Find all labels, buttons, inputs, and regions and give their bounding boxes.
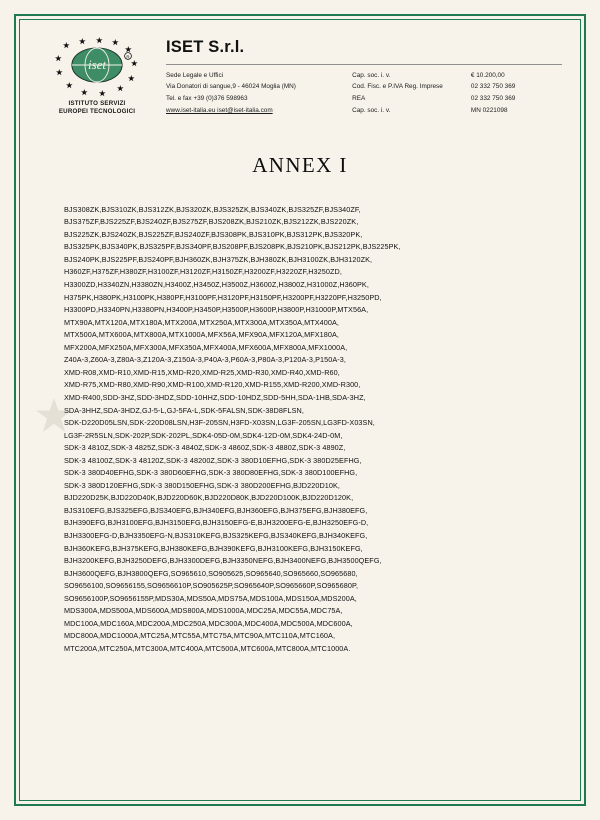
logo-caption [38, 100, 156, 116]
code-line: MDS300A,MDS500A,MDS600A,MDS800A,MDS1000A,MDC25A,MDC55A,MDC75A, [64, 606, 343, 616]
code-line: BJS375ZF,BJS225ZF,BJS240ZF,BJS275ZF,BJS208ZK,BJS210ZK,BJS212ZK,BJS220ZK, [64, 217, 359, 227]
code-line: XMD-R75,XMD-R80,XMD-R90,XMD-R100,XMD-R120,XMD-R155,XMD-R200,XMD-R300, [64, 380, 361, 390]
info-left-2: Tel. e fax +39 (0)376 598963 [166, 94, 248, 102]
code-line: XMD-R400,SDD-3HZ,SDD-3HDZ,SDD-10HHZ,SDD-10HDZ,SDD-5HH,SDA-1HB,SDA-3HZ, [64, 392, 366, 402]
table-row [166, 82, 562, 94]
table-row [166, 105, 562, 117]
code-line: Z40A-3,Z60A-3,Z80A-3,Z120A-3,Z150A-3,P40A-3,P60A-3,P80A-3,P120A-3,P150A-3, [64, 355, 346, 365]
info-mid-1: Cod. Fisc. e P.IVA Reg. Imprese [352, 83, 443, 91]
code-line: MDC800A,MDC1000A,MTC25A,MTC55A,MTC75A,MTC90A,MTC110A,MTC160A, [64, 631, 336, 641]
code-line: BJH3200KEFG,BJH3250DEFG,BJH3300DEFG,BJH3350NEFG,BJH3400NEFG,BJH3500QEFG, [64, 556, 382, 566]
header-divider [166, 64, 562, 65]
code-line: SDK-3 4810Z,SDK-3 4825Z,SDK-3 4840Z,SDK-3 4860Z,SDK-3 4880Z,SDK-3 4890Z, [64, 443, 346, 453]
info-right-2: 02 332 750 369 [470, 94, 516, 102]
company-logo [38, 34, 156, 116]
info-right-0: € 10.200,00 [470, 71, 505, 79]
info-left-1: Via Donatori di sangue,9 - 46024 Moglia (MN) [166, 83, 296, 91]
page-content [26, 26, 574, 794]
table-row [166, 93, 562, 105]
company-info-table [166, 70, 562, 117]
code-line: BJH3300EFG-D,BJH3350EFG-N,BJS310KEFG,BJS325KEFG,BJS340KEFG,BJH340KEFG, [64, 530, 368, 540]
code-line: H3300PD,H3340PN,H3380PN,H3400P,H3450P,H3500P,H3600P,H3800P,H31000P,MTX56A, [64, 305, 369, 315]
info-mid-0: Cap. soc. i. v. [352, 71, 391, 79]
code-line: BJS310EFG,BJS325EFG,BJS340EFG,BJH340EFG,BJH360EFG,BJH375EFG,BJH380EFG, [64, 505, 368, 515]
code-line: SO9656100,SO9656155,SO9656610P,SO905625P,SO965640P,SO965660P,SO965680P, [64, 581, 359, 591]
letterhead [26, 26, 574, 117]
code-line: LG3F-2R5SLN,SDK-202P,SDK-202PL,SDK4-05D-0M,SDK4-12D-0M,SDK4-24D-0M, [64, 430, 343, 440]
table-row [166, 70, 562, 82]
code-line: BJH390EFG,BJH3100EFG,BJH3150EFG,BJH3150EFG-E,BJH3200EFG-E,BJH3250EFG-D, [64, 518, 369, 528]
page-title: ANNEX I [252, 152, 348, 177]
company-details [156, 34, 562, 117]
code-line: MDC100A,MDC160A,MDC200A,MDC250A,MDC300A,MDC400A,MDC500A,MDC600A, [64, 618, 353, 628]
info-left-0: Sede Legale e Uffici [166, 71, 224, 79]
code-line: BJS225ZK,BJS240ZK,BJS225ZF,BJS240ZF,BJS308PK,BJS310PK,BJS312PK,BJS320PK, [64, 229, 363, 239]
code-line: XMD-R08,XMD-R10,XMD-R15,XMD-R20,XMD-R25,XMD-R30,XMD-R40,XMD-R60, [64, 367, 340, 377]
svg-text:R: R [126, 54, 130, 60]
code-line: MTX500A,MTX600A,MTX800A,MTX1000A,MFX56A,MFX90A,MFX120A,MFX180A, [64, 330, 340, 340]
code-line: BJS240PK,BJS225PF,BJS240PF,BJH360ZK,BJH375ZK,BJH380ZK,BJH3100ZK,BJH3120ZK, [64, 254, 373, 264]
code-line: MFX200A,MFX250A,MFX300A,MFX350A,MFX400A,MFX600A,MFX800A,MFX1000A, [64, 342, 348, 352]
code-line: BJH3600QEFG,BJH3800QEFG,SO965610,SO905625,SO965640,SO965660,SO965680, [64, 568, 358, 578]
svg-text:iset: iset [87, 57, 107, 72]
website-email-link[interactable]: www.iset-italia.eu iset@iset-italia.com [166, 106, 273, 114]
info-right-1: 02 332 750 369 [470, 83, 516, 91]
code-line: MTX90A,MTX120A,MTX180A,MTX200A,MTX250A,MTX300A,MTX350A,MTX400A, [64, 317, 340, 327]
code-line: SDA-3HHZ,SDA-3HDZ,GJ-5-L,GJ-5FA-L,SDK-5FALSN,SDK-38D8FLSN, [64, 405, 304, 415]
code-line: BJS325PK,BJS340PK,BJS325PF,BJS340PF,BJS208PF,BJS208PK,BJS210PK,BJS212PK,BJS225PK, [64, 242, 401, 252]
code-line: SDK-3 380D120EFHG,SDK-3 380D150EFHG,SDK-3 380D200EFHG,BJD220D10K, [64, 480, 340, 490]
product-code-list [26, 204, 574, 656]
info-right-3: MN 0221098 [470, 106, 508, 114]
code-line: BJS308ZK,BJS310ZK,BJS312ZK,BJS320ZK,BJS325ZK,BJS340ZK,BJS325ZF,BJS340ZF, [64, 204, 361, 214]
code-line: H360ZF,H375ZF,H380ZF,H3100ZF,H3120ZF,H3150ZF,H3200ZF,H3220ZF,H3250ZD, [64, 267, 342, 277]
code-line: SO9656100P,SO9656155P,MDS30A,MDS50A,MDS75A,MDS100A,MDS150A,MDS200A, [64, 593, 357, 603]
code-line: H375PK,H380PK,H3100PK,H380PF,H3100PF,H3120PF,H3150PF,H3200PF,H3220PF,H3250PD, [64, 292, 382, 302]
info-mid-3: Cap. soc. i. v. [352, 106, 391, 114]
logo-caption-line-2: EUROPEI TECNOLOGICI [58, 108, 136, 115]
code-line: SDK-3 48100Z,SDK-3 48120Z,SDK-3 48200Z,SDK-3 380D10EFHG,SDK-3 380D25EFHG, [64, 455, 362, 465]
code-line: SDK-D220D05LSN,SDK-220D08LSN,H3F-205SN,H3FD-X03SN,LG3F-205SN,LG3FD-X03SN, [64, 418, 375, 428]
code-line: BJH360KEFG,BJH375KEFG,BJH380KEFG,BJH390KEFG,BJH3100KEFG,BJH3150KEFG, [64, 543, 363, 553]
logo-caption-line-1: ISTITUTO SERVIZI [68, 100, 126, 107]
globe-stars-logo-icon [49, 36, 145, 98]
info-mid-2: REA [352, 94, 366, 102]
code-line: MTC200A,MTC250A,MTC300A,MTC400A,MTC500A,MTC600A,MTC800A,MTC1000A. [64, 643, 351, 653]
company-name: ISET S.r.l. [166, 38, 245, 56]
code-line: SDK-3 380D40EFHG,SDK-3 380D60EFHG,SDK-3 380D80EFHG,SDK-3 380D100EFHG, [64, 468, 358, 478]
code-line: H3300ZD,H3340ZN,H3380ZN,H3400Z,H3450Z,H3500Z,H3600Z,H3800Z,H31000Z,H360PK, [64, 280, 369, 290]
code-line: BJD220D25K,BJD220D40K,BJD220D60K,BJD220D80K,BJD220D100K,BJD220D120K, [64, 493, 354, 503]
